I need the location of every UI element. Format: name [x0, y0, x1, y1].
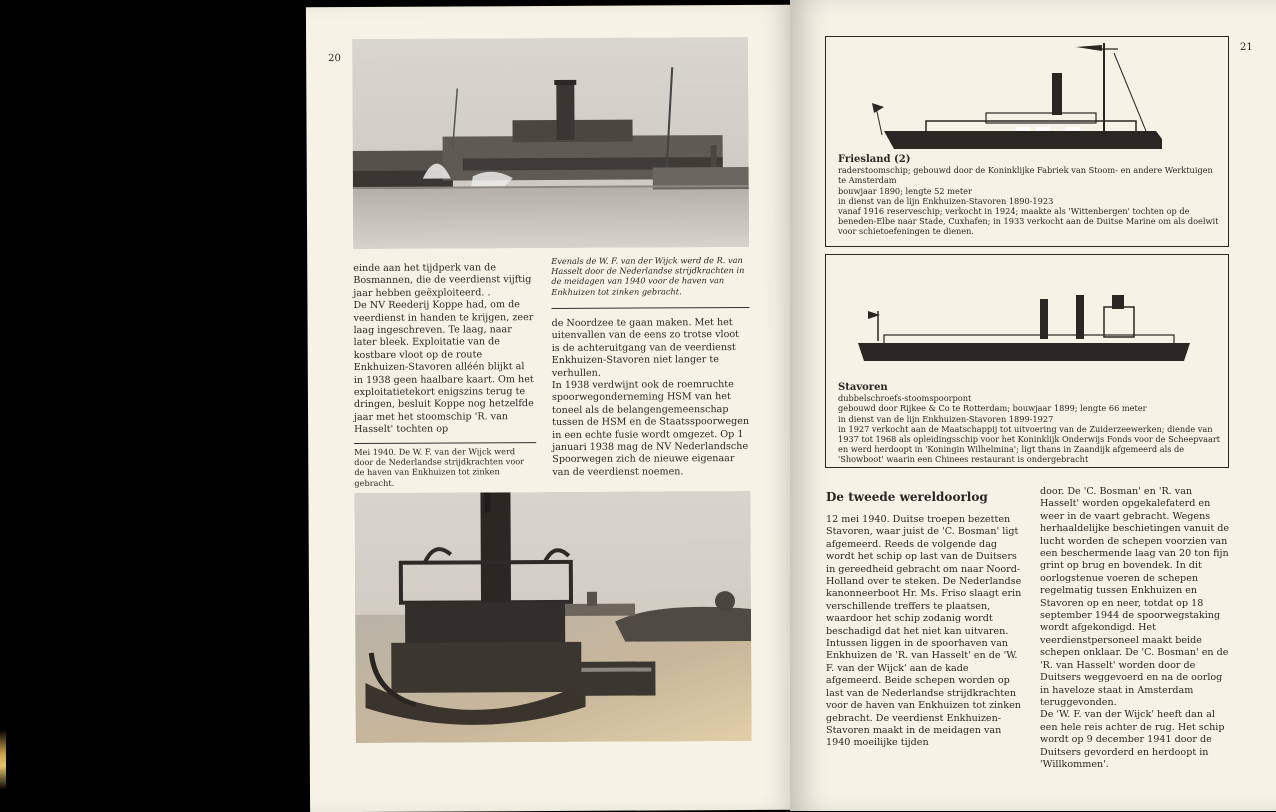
stavoren-caption [838, 383, 1222, 465]
ship-details-stavoren: dubbelschroefs-stoomspoorpont gebouwd door Rijkee & Co te Rotterdam; bouwjaar 1899; lengte 66 meter in dienst van de lijn Enkhuizen-Stavoren 1899-1927 in 1927 verkocht aan de Maatschappij tot uitvoering van de Zuiderzeewerken; diende van 1937 tot 1968 als opleidingsschip voor het Koninklijk Onderwijs Fonds voor de Scheepvaart en werd herdoopt in 'Koningin Wilhelmina'; ligt thans in Zaandijk afgemeerd als de 'Showboot' waarin een Chinees restaurant is ondergebracht [838, 393, 1221, 465]
caption-rule-mid [354, 442, 536, 444]
caption-r-van-hasselt: Evenals de W. F. van der Wijck werd de R. van Hasselt door de Nederlandse strijdkrachten in de meidagen van 1940 voor de haven van Enkhuizen tot zinken gebracht. [551, 254, 745, 297]
friesland-caption [838, 155, 1222, 237]
caption-w-f-van-der-wijck: Mei 1940. De W. F. van der Wijck werd door de Nederlandse strijdkrachten voor de haven van Enkhuizen tot zinken gebracht. [354, 446, 525, 488]
ship-box-friesland [825, 36, 1229, 247]
ship-box-stavoren [825, 254, 1229, 468]
left-page [306, 5, 796, 812]
edge-mark [0, 730, 6, 790]
page-number-right: 21 [1240, 42, 1253, 53]
caption-rule-top [551, 307, 749, 309]
section-heading: De tweede wereldoorlog [826, 490, 988, 504]
ship-details-friesland: raderstoomschip; gebouwd door de Koninklijke Fabriek van Stoom- en andere Werktuigen te Amsterdam bouwjaar 1890; lengte 52 meter in dienst van de lijn Enkhuizen-Stavoren 1890-1923 vanaf 1916 reserveschip; verkocht in 1924; maakte als 'Wittenbergen' tochten op de beneden-Elbe naar Stade, Cuxhafen; in 1933 verkocht aan de Duitse Marine om als doelwit voor schietoefeningen te dienen. [838, 165, 1219, 237]
page-number-left: 20 [328, 53, 341, 65]
body-text-right-col1: 12 mei 1940. Duitse troepen bezetten Stavoren, waar juist de 'C. Bosman' ligt afgemeerd. Reeds de volgende dag wordt het schip op last van de Duitsers in gereedheid gebracht om naar Noord-Holland over te steken. De Nederlandse kanonneerboot Hr. Ms. Friso slaagt erin verschillende treffers te plaatsen, waardoor het schip zodanig wordt beschadigd dat het niet kan uitvaren. Intussen liggen in de spoorhaven van Enkhuizen de 'R. van Hasselt' en de 'W. F. van der Wijck' aan de kade afgemeerd. Beide schepen worden op last van de Nederlandse strijdkrachten voor de haven van Enkhuizen tot zinken gebracht. De veerdienst Enkhuizen-Stavoren maakt in de meidagen van 1940 moeilijke tijden [826, 514, 1022, 749]
photo-sinking-steamship [352, 37, 749, 249]
ship-name-stavoren: Stavoren [838, 382, 888, 393]
photo-sunken-ferry [354, 491, 751, 743]
body-text-right-col2: door. De 'C. Bosman' en 'R. van Hasselt' worden opgekalefaterd en weer in de vaart gebracht. Wegens herhaaldelijke beschietingen vanuit de lucht worden de schepen voorzien van een beschermende laag van 20 ton fijn grint op brug en bovendek. In dit oorlogstenue voeren de schepen regelmatig tussen Enkhuizen en Stavoren op en neer, totdat op 18 september 1944 de spoorwegstaking wordt afgekondigd. Het veerdienstpersoneel maakt beide schepen onklaar. De 'C. Bosman' en de 'R. van Hasselt' worden door de Duitsers weggevoerd en na de oorlog in haveloze staat in Amsterdam teruggevonden. De 'W. F. van der Wijck' heeft dan al een hele reis achter de rug. Het schip wordt op 9 december 1941 door de Duitsers gevorderd en herdoopt in 'Willkommen'. [1040, 486, 1230, 770]
body-text-left-col2: de Noordzee te gaan maken. Met het uitenvallen van de eens zo trotse vloot is de achteruitgang van de veerdienst Enkhuizen-Stavoren niet langer te verhullen. In 1938 verdwijnt ook de roemruchte spoorwegonderneming HSM van het toneel als de belangengemeenschap tussen de HSM en de Staatsspoorwegen in een echte fusie wordt omgezet. Op 1 januari 1938 mag de NV Nederlandsche Spoorwegen zich de nieuwe eigenaar van de veerdienst noemen. [551, 317, 750, 478]
ship-name-friesland: Friesland (2) [838, 154, 911, 165]
stavoren-ship-drawing [854, 291, 1194, 367]
body-text-left-col1: einde aan het tijdperk van de Bosmannen, die de veerdienst vijftig jaar hebben geëxploiteerd. . De NV Reederij Koppe had, om de veerdienst in handen te krijgen, zeer laag ingeschreven. Te laag, naar later bleek. Exploitatie van de kostbare vloot op de route Enkhuizen-Stavoren alléén blijkt al in 1938 geen haalbare kaart. Om het exploitatietekort enigszins terug te dringen, besluit Koppe nog hetzelfde jaar met het stoomschip 'R. van Hasselt' tochten op [353, 262, 534, 436]
friesland-ship-drawing [866, 43, 1166, 151]
right-page [790, 0, 1276, 811]
